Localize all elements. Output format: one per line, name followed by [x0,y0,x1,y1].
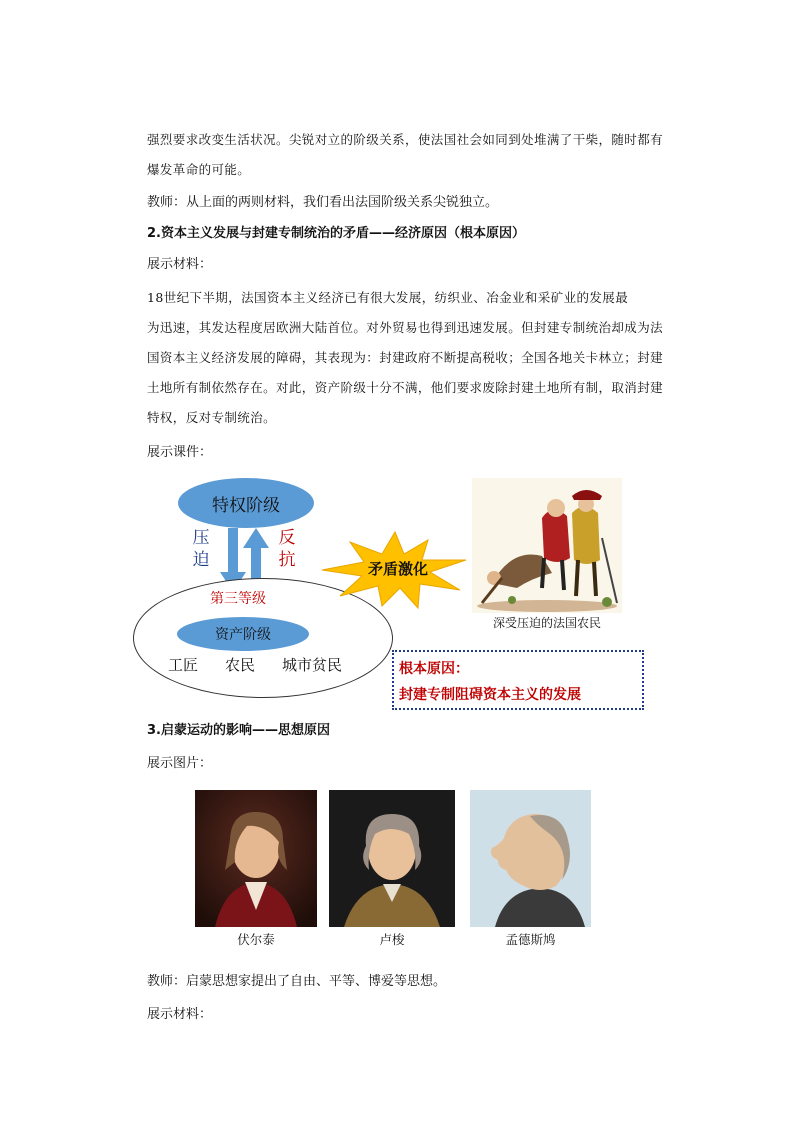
section-heading-2: 2.资本主义发展与封建专制统治的矛盾——经济原因（根本原因） [147,226,525,241]
privileged-class-ellipse [178,478,314,528]
material-line: 土地所有制依然存在。对此，资产阶级十分不满，他们要求废除封建土地所有制，取消封建 [147,380,664,395]
portrait-caption: 伏尔泰 [237,932,275,947]
peasant-cartoon [472,478,622,613]
root-cause-box [392,650,644,710]
third-estate-label: 第三等级 [210,591,266,607]
class-conflict-diagram [130,470,645,715]
resist-char-2: 抗 [278,550,296,570]
conflict-label: 矛盾激化 [368,560,429,578]
bourgeoisie-label: 资产阶级 [215,627,271,643]
material-line: 18世纪下半期，法国资本主义经济已有很大发展，纺织业、冶金业和采矿业的发展最 [147,290,629,305]
privileged-class-label: 特权阶级 [212,495,280,516]
oppress-char-2: 迫 [192,550,210,570]
material-line: 国资本主义经济发展的障碍，其表现为：封建政府不断提高税收；全国各地关卡林立；封建 [147,350,664,365]
root-cause-text: 封建专制阻碍资本主义的发展 [399,687,581,703]
show-material-label: 展示材料： [147,257,213,272]
bourgeoisie-ellipse [177,617,309,651]
montesquieu-portrait [470,790,591,927]
portrait-caption: 孟德斯鸠 [505,932,556,947]
show-pictures-label: 展示图片： [147,756,213,771]
show-material-label: 展示材料： [147,1007,213,1022]
voltaire-portrait [195,790,317,927]
portrait-caption: 卢梭 [379,932,405,947]
rousseau-portrait [329,790,455,927]
urban-poor-label: 城市贫民 [282,656,343,674]
paragraph-line: 爆发革命的可能。 [147,162,251,177]
peasants-label: 农民 [225,656,256,674]
show-courseware-label: 展示课件： [147,445,213,460]
section-heading-3: 3.启蒙运动的影响——思想原因 [147,723,330,738]
artisans-label: 工匠 [168,656,199,674]
teacher-remark: 教师：启蒙思想家提出了自由、平等、博爱等思想。 [147,974,447,989]
material-line: 特权，反对专制统治。 [147,410,277,425]
root-cause-title: 根本原因： [399,661,469,677]
material-line: 为迅速，其发达程度居欧洲大陆首位。对外贸易也得到迅速发展。但封建专制统治却成为法 [147,320,664,335]
teacher-remark: 教师：从上面的两则材料，我们看出法国阶级关系尖锐独立。 [147,195,499,210]
paragraph-line: 强烈要求改变生活状况。尖锐对立的阶级关系，使法国社会如同到处堆满了干柴，随时都有 [147,132,664,147]
oppress-char-1: 压 [192,528,210,548]
cartoon-caption: 深受压迫的法国农民 [492,616,601,630]
resist-char-1: 反 [278,528,296,548]
